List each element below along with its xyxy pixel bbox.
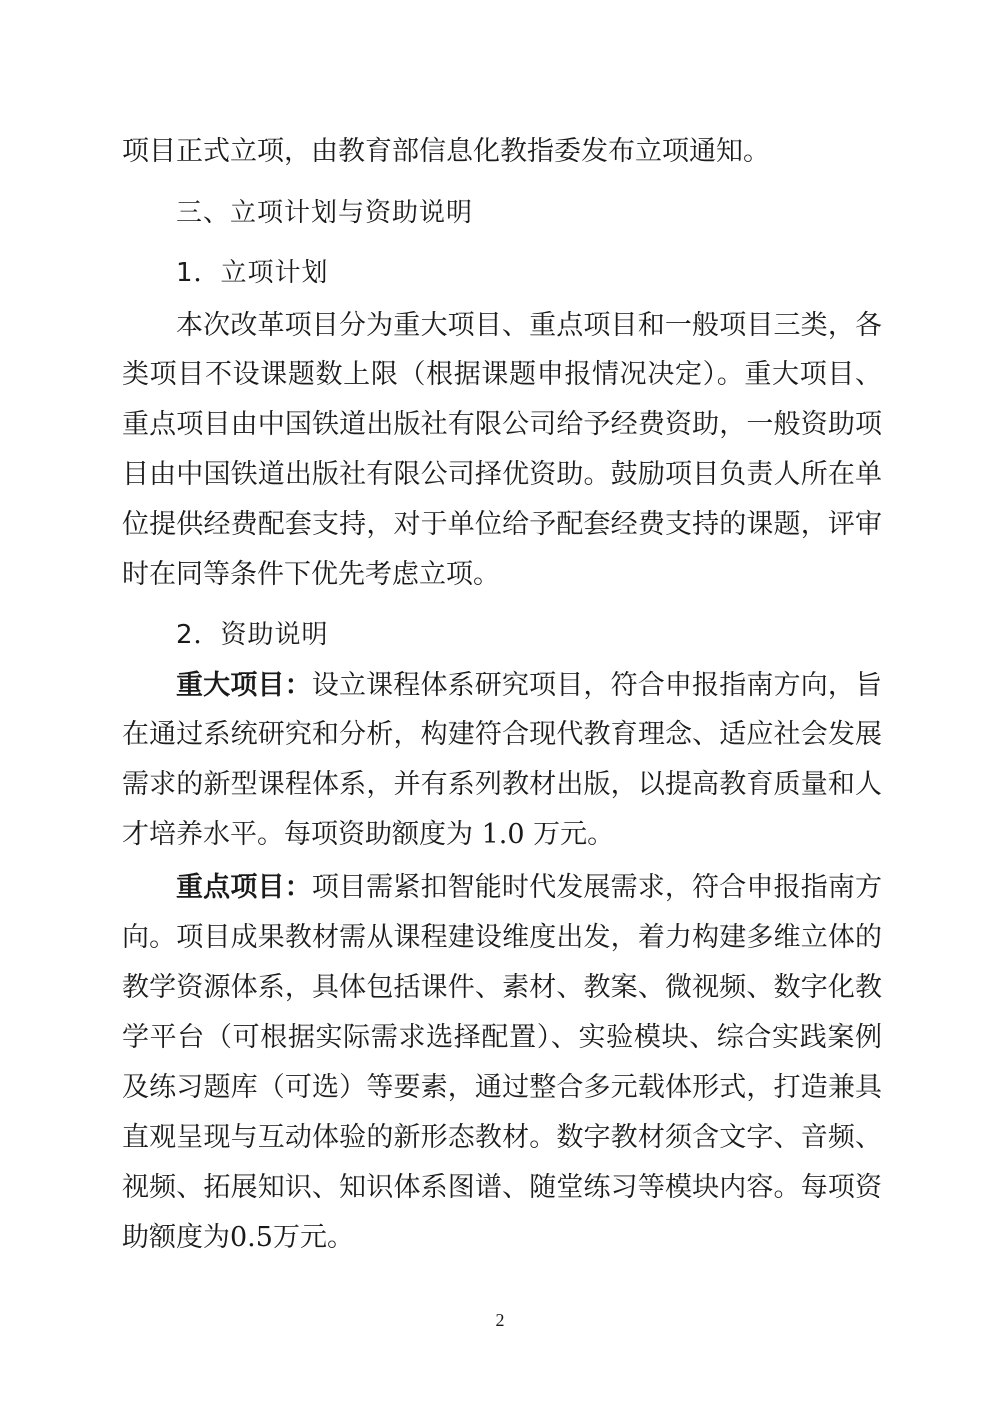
key-project-line: 向。项目成果教材需从课程建设维度出发，着力构建多维立体的 — [122, 922, 882, 953]
sub1-paragraph-line: 重点项目由中国铁道出版社有限公司给予经费资助，一般资助项 — [122, 409, 882, 440]
major-project-line: 需求的新型课程体系，并有系列教材出版，以提高教育质量和人 — [122, 769, 882, 800]
sub1-paragraph-line: 目由中国铁道出版社有限公司择优资助。鼓励项目负责人所在单 — [122, 459, 882, 490]
key-project-line: 学平台（可根据实际需求选择配置）、实验模块、综合实践案例 — [122, 1022, 882, 1053]
major-project-line: 才培养水平。每项资助额度为 1.0 万元。 — [122, 819, 615, 850]
major-project-first-text: 设立课程体系研究项目，符合申报指南方向，旨 — [311, 670, 883, 701]
sub1-heading: 1．立项计划 — [176, 258, 329, 288]
major-project-label: 重大项目： — [176, 670, 312, 701]
sub1-paragraph-line: 类项目不设课题数上限（根据课题申报情况决定）。重大项目、 — [122, 359, 882, 390]
page-number: 2 — [495, 1310, 505, 1330]
sub1-paragraph-line: 时在同等条件下优先考虑立项。 — [122, 559, 500, 590]
key-project-line: 视频、拓展知识、知识体系图谱、随堂练习等模块内容。每项资 — [122, 1172, 882, 1203]
key-project-line: 助额度为0.5万元。 — [122, 1222, 354, 1253]
key-project-label: 重点项目： — [176, 872, 312, 903]
major-project-first-line — [176, 666, 882, 706]
sub2-heading: 2．资助说明 — [176, 620, 329, 650]
section3-heading: 三、立项计划与资助说明 — [176, 198, 474, 228]
sub1-paragraph-line: 位提供经费配套支持，对于单位给予配套经费支持的课题，评审 — [122, 509, 882, 540]
key-project-first-line — [176, 868, 882, 908]
key-project-line: 及练习题库（可选）等要素，通过整合多元载体形式，打造兼具 — [122, 1072, 882, 1103]
intro-line: 项目正式立项，由教育部信息化教指委发布立项通知。 — [122, 136, 770, 167]
key-project-first-text: 项目需紧扣智能时代发展需求，符合申报指南方 — [311, 872, 883, 903]
key-project-line: 教学资源体系，具体包括课件、素材、教案、微视频、数字化教 — [122, 972, 882, 1003]
sub1-paragraph-line: 本次改革项目分为重大项目、重点项目和一般项目三类，各 — [176, 310, 882, 341]
key-project-line: 直观呈现与互动体验的新形态教材。数字教材须含文字、音频、 — [122, 1122, 882, 1153]
major-project-line: 在通过系统研究和分析，构建符合现代教育理念、适应社会发展 — [122, 719, 882, 750]
